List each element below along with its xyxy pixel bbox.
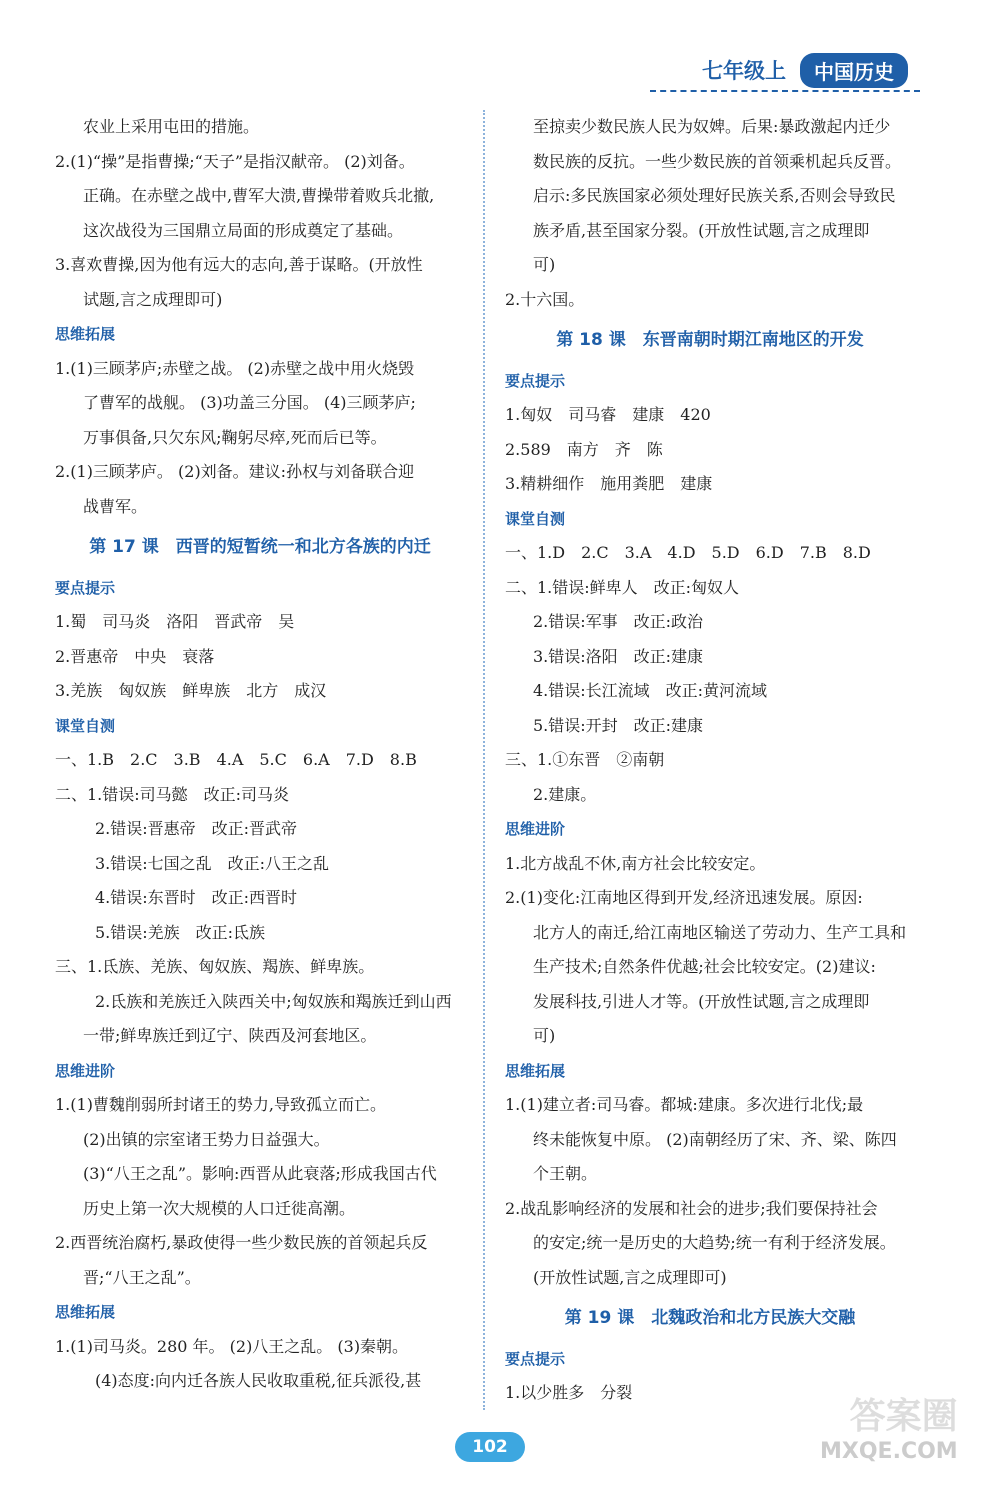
answer-line: 4.错误:长江流域 改正:黄河流域 xyxy=(533,681,768,700)
answer-line: 一带;鲜卑族迁到辽宁、陕西及河套地区。 xyxy=(83,1026,377,1045)
answer-line: 一、1.D 2.C 3.A 4.D 5.D 6.D 7.B 8.D xyxy=(505,543,871,562)
answer-line: 1.(1)建立者:司马睿。都城:建康。多次进行北伐;最 xyxy=(505,1095,864,1114)
answer-line: 终未能恢复中原。 (2)南朝经历了宋、齐、梁、陈四 xyxy=(533,1129,897,1149)
section-heading: 要点提示 xyxy=(55,578,116,597)
section-heading: 要点提示 xyxy=(505,371,566,390)
answer-line: 晋;“八王之乱”。 xyxy=(83,1267,201,1287)
lesson-title: 第 19 课 北魏政治和北方民族大交融 xyxy=(564,1308,856,1328)
answer-line: (3)“八王之乱”。影响:西晋从此衰落;形成我国古代 xyxy=(83,1164,437,1183)
answer-line: 二、1.错误:鲜卑人 改正:匈奴人 xyxy=(505,577,740,597)
answer-line: 2.十六国。 xyxy=(505,289,585,309)
answer-line: 1.匈奴 司马睿 建康 420 xyxy=(505,405,711,424)
answer-line: 北方人的南迁,给江南地区输送了劳动力、生产工具和 xyxy=(533,922,907,942)
page-header xyxy=(702,50,908,90)
answer-line: 战曹军。 xyxy=(83,496,148,516)
answer-line: 5.错误:开封 改正:建康 xyxy=(533,715,704,735)
watermark-brand: 答案圈 xyxy=(849,1396,958,1437)
answer-line: 3.错误:洛阳 改正:建康 xyxy=(533,646,704,666)
answer-line: 1.(1)司马炎。280 年。 (2)八王之乱。 (3)秦朝。 xyxy=(55,1336,409,1356)
section-heading: 思维进阶 xyxy=(505,820,566,838)
answer-line: 2.晋惠帝 中央 衰落 xyxy=(55,646,215,666)
answer-line: 4.错误:东晋时 改正:西晋时 xyxy=(95,888,298,907)
answer-line: 2.(1)变化:江南地区得到开发,经济迅速发展。原因: xyxy=(505,888,863,907)
answer-line: 数民族的反抗。一些少数民族的首领乘机起兵反晋。 xyxy=(533,151,902,171)
answer-line: 族矛盾,甚至国家分裂。(开放性试题,言之成理即 xyxy=(533,220,870,240)
column-divider xyxy=(483,110,485,1410)
answer-line: 2.建康。 xyxy=(533,784,597,804)
answer-line: 3.喜欢曹操,因为他有远大的志向,善于谋略。(开放性 xyxy=(55,255,423,274)
answer-line: 1.蜀 司马炎 洛阳 晋武帝 吴 xyxy=(55,612,295,631)
answer-line: 2.西晋统治腐朽,暴政使得一些少数民族的首领起兵反 xyxy=(55,1233,428,1252)
section-heading: 思维拓展 xyxy=(505,1061,566,1080)
answer-line: 正确。在赤壁之战中,曹军大溃,曹操带着败兵北撤, xyxy=(83,186,435,205)
answer-line: 的安定;统一是历史的大趋势;统一有利于经济发展。 xyxy=(533,1233,896,1252)
answer-line: 发展科技,引进人才等。(开放性试题,言之成理即 xyxy=(533,991,870,1011)
answer-line: 1.(1)三顾茅庐;赤壁之战。 (2)赤壁之战中用火烧毁 xyxy=(55,358,415,378)
answer-line: 启示:多民族国家必须处理好民族关系,否则会导致民 xyxy=(533,186,896,205)
answer-line: 一、1.B 2.C 3.B 4.A 5.C 6.A 7.D 8.B xyxy=(55,750,417,769)
answer-line: 这次战役为三国鼎立局面的形成奠定了基础。 xyxy=(83,220,404,240)
section-heading: 思维拓展 xyxy=(55,1303,116,1321)
left-column xyxy=(55,110,465,1399)
lesson-title: 第 17 课 西晋的短暂统一和北方各族的内迁 xyxy=(89,537,431,557)
answer-line: 试题,言之成理即可) xyxy=(83,289,223,309)
answer-line: 三、1.①东晋 ②南朝 xyxy=(505,750,665,769)
answer-line: 2.589 南方 齐 陈 xyxy=(505,439,663,459)
section-heading: 要点提示 xyxy=(505,1349,566,1368)
answer-line: 2.错误:军事 改正:政治 xyxy=(533,612,704,631)
answer-line: 可) xyxy=(533,255,556,274)
watermark-logo xyxy=(820,1395,958,1464)
answer-line: 2.(1)“操”是指曹操;“天子”是指汉献帝。 (2)刘备。 xyxy=(55,151,415,171)
answer-line: 2.战乱影响经济的发展和社会的进步;我们要保持社会 xyxy=(505,1198,878,1218)
answer-line: 1.(1)曹魏削弱所封诸王的势力,导致孤立而亡。 xyxy=(55,1095,387,1114)
answer-line: (2)出镇的宗室诸王势力日益强大。 xyxy=(83,1129,330,1149)
section-heading: 课堂自测 xyxy=(55,716,116,735)
answer-line: 二、1.错误:司马懿 改正:司马炎 xyxy=(55,784,290,804)
header-divider xyxy=(650,90,920,92)
grade-label: 七年级上 xyxy=(702,58,786,83)
answer-line: 农业上采用屯田的措施。 xyxy=(83,117,260,136)
answer-line: 3.错误:七国之乱 改正:八王之乱 xyxy=(95,853,330,873)
answer-line: 3.羌族 匈奴族 鲜卑族 北方 成汉 xyxy=(55,681,327,700)
section-heading: 思维拓展 xyxy=(55,325,116,343)
answer-line: 万事俱备,只欠东风;鞠躬尽瘁,死而后已等。 xyxy=(83,427,387,447)
page-number: 102 xyxy=(455,1432,525,1462)
lesson-title: 第 18 课 东晋南朝时期江南地区的开发 xyxy=(556,330,864,350)
answer-line: 5.错误:羌族 改正:氐族 xyxy=(95,922,266,942)
answer-line: 2.错误:晋惠帝 改正:晋武帝 xyxy=(95,819,298,838)
answer-line: 2.氐族和羌族迁入陕西关中;匈奴族和羯族迁到山西 xyxy=(95,991,452,1011)
answer-line: 了曹军的战舰。 (3)功盖三分国。 (4)三顾茅庐; xyxy=(83,393,416,412)
answer-line: 三、1.氐族、羌族、匈奴族、羯族、鲜卑族。 xyxy=(55,957,375,976)
section-heading: 思维进阶 xyxy=(55,1061,116,1080)
answer-line: (开放性试题,言之成理即可) xyxy=(533,1267,727,1287)
answer-line: 3.精耕细作 施用粪肥 建康 xyxy=(505,474,713,493)
answer-line: (4)态度:向内迁各族人民收取重税,征兵派役,甚 xyxy=(95,1371,422,1390)
answer-line: 至掠卖少数民族人民为奴婢。后果:暴政激起内迁少 xyxy=(533,117,891,136)
subject-badge: 中国历史 xyxy=(800,53,908,88)
answer-line: 2.(1)三顾茅庐。 (2)刘备。建议:孙权与刘备联合迎 xyxy=(55,462,415,481)
section-heading: 课堂自测 xyxy=(505,509,566,528)
answer-line: 个王朝。 xyxy=(533,1164,598,1183)
right-column xyxy=(505,110,915,1411)
answer-line: 1.以少胜多 分裂 xyxy=(505,1383,633,1402)
answer-line: 可) xyxy=(533,1026,556,1045)
answer-line: 生产技术;自然条件优越;社会比较安定。(2)建议: xyxy=(533,957,876,976)
answer-line: 历史上第一次大规模的人口迁徙高潮。 xyxy=(83,1198,356,1218)
watermark-site: MXQE.COM xyxy=(820,1439,958,1464)
answer-line: 1.北方战乱不休,南方社会比较安定。 xyxy=(505,853,766,873)
